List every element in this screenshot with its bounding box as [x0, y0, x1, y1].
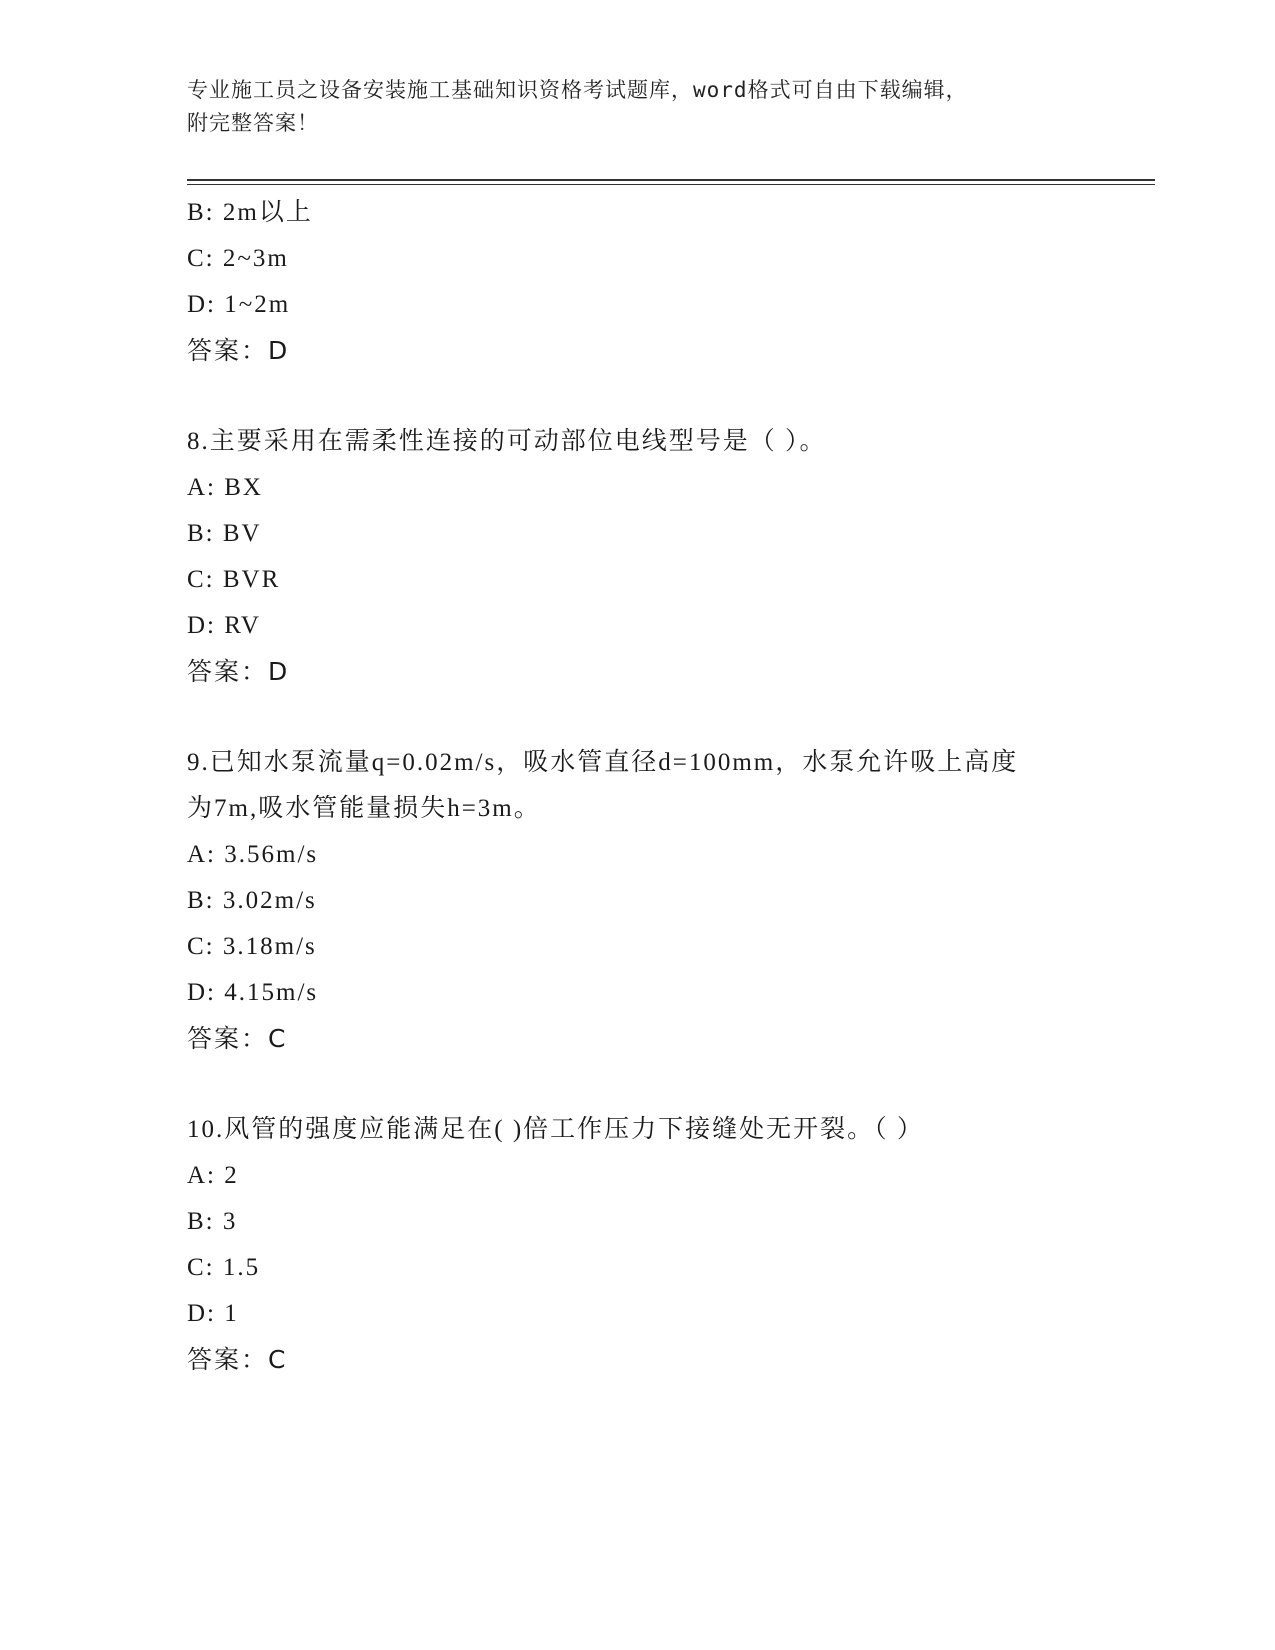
answer-label: 答案：D: [187, 336, 290, 365]
question-10: [187, 1107, 1087, 1383]
question-text-line-2: 为7m,吸水管能量损失h=3m。: [187, 795, 541, 822]
answer-label: 答案：C: [187, 1345, 288, 1374]
header-line-1: 专业施工员之设备安装施工基础知识资格考试题库，word格式可自由下载编辑，: [187, 78, 968, 102]
option-d: D: 4.15m/s: [187, 979, 319, 1006]
answer-label: 答案：D: [187, 657, 290, 686]
option-d: D: RV: [187, 612, 261, 639]
question-8: [187, 419, 1087, 695]
header-rule-thick: [187, 179, 1155, 181]
question-list: [187, 190, 1087, 1383]
option-b: B: BV: [187, 520, 262, 547]
answer-label: 答案：C: [187, 1024, 288, 1053]
option-a: A: BX: [187, 474, 263, 501]
question-text: 8.主要采用在需柔性连接的可动部位电线型号是（ ）。: [187, 428, 827, 455]
option-c: C: 2~3m: [187, 245, 289, 272]
option-a: A: 3.56m/s: [187, 841, 319, 868]
page-header: [187, 74, 1077, 140]
question-text: 10.风管的强度应能满足在( )倍工作压力下接缝处无开裂。（ ）: [187, 1116, 924, 1143]
question-7-continued: [187, 190, 1087, 374]
question-9: [187, 740, 1087, 1062]
header-rule-thin: [187, 184, 1155, 185]
header-line-2: 附完整答案！: [187, 111, 319, 135]
option-d: D: 1~2m: [187, 291, 291, 318]
question-text-line-1: 9.已知水泵流量q=0.02m/s，吸水管直径d=100mm，水泵允许吸上高度: [187, 749, 1019, 776]
option-b: B: 2m以上: [187, 199, 313, 226]
option-c: C: 1.5: [187, 1254, 261, 1281]
option-a: A: 2: [187, 1162, 239, 1189]
option-c: C: 3.18m/s: [187, 933, 317, 960]
option-b: B: 3: [187, 1208, 238, 1235]
option-c: C: BVR: [187, 566, 281, 593]
option-b: B: 3.02m/s: [187, 887, 317, 914]
option-d: D: 1: [187, 1300, 239, 1327]
